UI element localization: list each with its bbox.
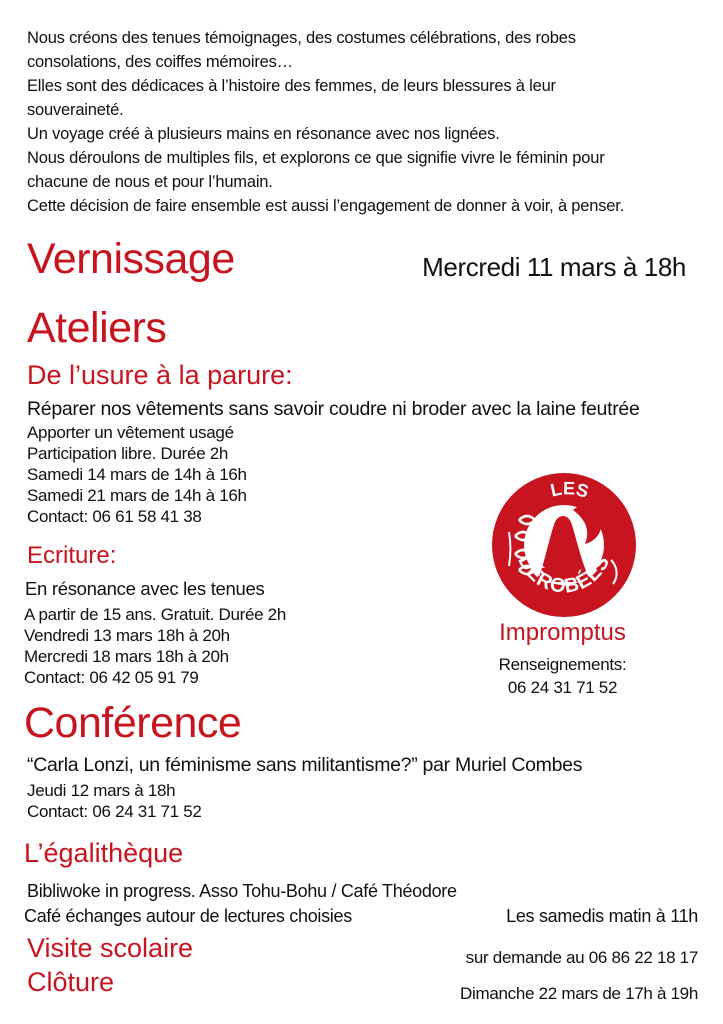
ecriture-line: Contact: 06 42 05 91 79 xyxy=(24,668,199,687)
usure-details xyxy=(27,422,247,527)
impromptus-label: Renseignements: xyxy=(498,655,627,674)
les-derobees-logo-icon xyxy=(489,470,639,620)
cloture-info: Dimanche 22 mars de 17h à 19h xyxy=(460,984,698,1003)
conference-details xyxy=(27,780,202,822)
usure-line: Participation libre. Durée 2h xyxy=(27,444,229,463)
intro-text xyxy=(27,26,624,218)
intro-line: Un voyage créé à plusieurs mains en résonance avec nos lignées. xyxy=(27,125,500,143)
intro-line: Elles sont des dédicaces à l’histoire des femmes, de leurs blessures à leur xyxy=(27,77,556,95)
svg-text:LES: LES xyxy=(548,478,591,502)
vernissage-title: Vernissage xyxy=(27,235,235,283)
ecriture-line: Mercredi 18 mars 18h à 20h xyxy=(24,647,229,666)
conference-lead: “Carla Lonzi, un féminisme sans militantisme?” par Muriel Combes xyxy=(27,754,583,776)
visite-title: Visite scolaire xyxy=(27,933,194,963)
usure-line: Samedi 21 mars de 14h à 16h xyxy=(27,486,247,505)
ecriture-line: A partir de 15 ans. Gratuit. Durée 2h xyxy=(24,605,286,624)
conference-title: Conférence xyxy=(24,699,242,747)
conference-line: Jeudi 12 mars à 18h xyxy=(27,781,176,800)
usure-title: De l’usure à la parure: xyxy=(27,360,293,390)
egalitheque-title: L’égalithèque xyxy=(24,838,184,868)
usure-lead: Réparer nos vêtements sans savoir coudre ni broder avec la laine feutrée xyxy=(27,398,640,420)
ecriture-title: Ecriture: xyxy=(27,542,117,569)
visite-info: sur demande au 06 86 22 18 17 xyxy=(465,948,698,967)
egalitheque-when: Les samedis matin à 11h xyxy=(506,906,698,926)
ateliers-title: Ateliers xyxy=(27,304,167,352)
cloture-title: Clôture xyxy=(27,967,115,997)
svg-text:DÉROBÉES: DÉROBÉES xyxy=(513,551,615,598)
intro-line: chacune de nous et pour l’humain. xyxy=(27,173,273,191)
usure-line: Apporter un vêtement usagé xyxy=(27,423,234,442)
intro-line: consolations, des coiffes mémoires… xyxy=(27,53,293,71)
usure-line: Samedi 14 mars de 14h à 16h xyxy=(27,465,247,484)
impromptus-title: Impromptus xyxy=(499,619,626,646)
ecriture-line: Vendredi 13 mars 18h à 20h xyxy=(24,626,230,645)
intro-line: souveraineté. xyxy=(27,101,124,119)
intro-line: Nous créons des tenues témoignages, des costumes célébrations, des robes xyxy=(27,29,576,47)
vernissage-date: Mercredi 11 mars à 18h xyxy=(422,252,686,282)
ecriture-details xyxy=(24,604,286,688)
impromptus-phone: 06 24 31 71 52 xyxy=(507,678,618,697)
usure-line: Contact: 06 61 58 41 38 xyxy=(27,507,202,526)
egalitheque-line2: Café échanges autour de lectures choisies xyxy=(24,906,352,926)
les-derobees-logo xyxy=(489,470,639,620)
intro-line: Cette décision de faire ensemble est aussi l’engagement de donner à voir, à penser. xyxy=(27,197,625,215)
intro-line: Nous déroulons de multiples fils, et explorons ce que signifie vivre le féminin pour xyxy=(27,149,605,167)
egalitheque-line1: Bibliwoke in progress. Asso Tohu-Bohu / Café Théodore xyxy=(27,881,457,901)
ecriture-lead: En résonance avec les tenues xyxy=(25,578,265,599)
conference-line: Contact: 06 24 31 71 52 xyxy=(27,802,202,821)
